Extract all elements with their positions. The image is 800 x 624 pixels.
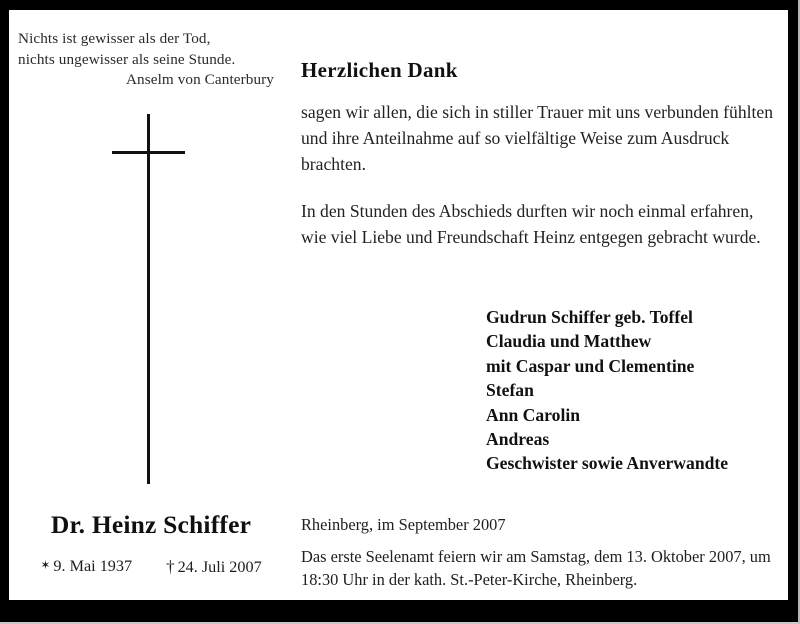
quote-line-2: nichts ungewisser als seine Stunde.: [18, 50, 236, 68]
body-paragraph: In den Stunden des Abschieds durften wir noch einmal erfahren, wie viel Liebe und Freundschaft Heinz entgegen gebracht wurde.: [301, 201, 761, 247]
birth-star-icon: ✶: [40, 558, 51, 572]
birth-date: [40, 557, 132, 577]
thanks-body: [301, 99, 781, 271]
thanks-heading: Herzlichen Dank: [301, 58, 458, 82]
latin-cross-icon: [102, 104, 197, 489]
cross-vertical-beam: [147, 114, 150, 484]
life-dates: [9, 557, 293, 577]
deceased-name: Dr. Heinz Schiffer: [50, 510, 252, 539]
body-paragraph: sagen wir allen, die sich in stiller Trauer mit uns verbunden fühlten und ihre Anteilnahme auf so vielfältige Weise zum Ausdruck brachten.: [301, 102, 774, 174]
memorial-quote: [18, 29, 280, 91]
signature-line: Stefan: [486, 380, 534, 401]
obituary-card: [9, 10, 788, 600]
left-column: [9, 10, 293, 600]
signature-line: mit Caspar und Clementine: [486, 355, 695, 376]
signature-line: Claudia und Matthew: [486, 331, 652, 352]
place-and-date: Rheinberg, im September 2007: [301, 515, 506, 534]
service-notice: Das erste Seelenamt feiern wir am Samstag, dem 13. Oktober 2007, um 18:30 Uhr in der kath. St.-Peter-Kirche, Rheinberg.: [301, 547, 771, 589]
death-date-text: 24. Juli 2007: [177, 558, 262, 576]
signature-line: Ann Carolin: [486, 404, 581, 425]
signature-line: Geschwister sowie Anverwandte: [486, 453, 729, 474]
quote-line-1: Nichts ist gewisser als der Tod,: [18, 30, 211, 47]
death-dagger-icon: †: [166, 557, 175, 576]
right-column: [293, 10, 788, 600]
family-signature: [486, 305, 786, 476]
death-date: [166, 557, 262, 577]
quote-attribution: Anselm von Canterbury: [125, 71, 274, 88]
signature-line: Gudrun Schiffer geb. Toffel: [486, 307, 693, 327]
signature-line: Andreas: [486, 429, 550, 450]
birth-date-text: 9. Mai 1937: [53, 557, 133, 575]
cross-horizontal-beam: [112, 151, 185, 154]
